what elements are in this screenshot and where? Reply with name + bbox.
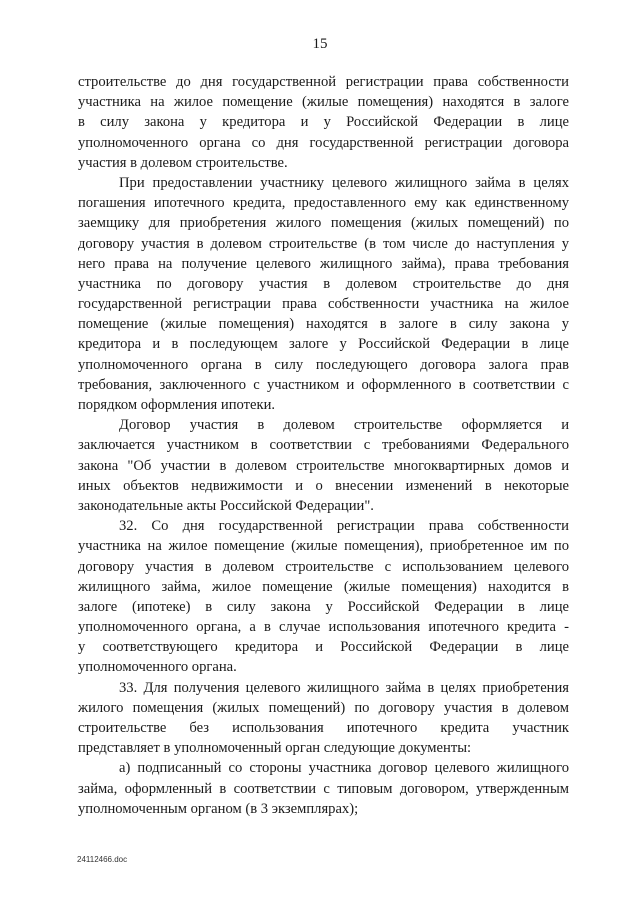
text-line: участника на жилое помещение (жилые помещения) находятся в залоге [78, 94, 569, 111]
document-body [78, 72, 569, 819]
text-line: уполномоченного органа в силу последующего договора залога прав [78, 356, 569, 373]
text-line: него права на получение целевого жилищного займа), права требования [78, 255, 569, 272]
text-line: залоге (ипотеке) в силу закона у Российской Федерации в лице [78, 598, 569, 615]
text-line: уполномоченного органа. [78, 659, 237, 676]
page-number: 15 [312, 36, 328, 52]
text-line: договору участия в долевом строительстве с использованием целевого [78, 558, 569, 575]
text-line: участника на жилое помещение (жилые помещения), приобретенное им по [78, 538, 569, 555]
text-line: жилищного займа, жилое помещение (жилые помещения) находится в [78, 578, 569, 595]
text-line: кредитора и в последующем залоге у Российской Федерации в лице [78, 336, 569, 353]
text-line: 32. Со дня государственной регистрации права собственности [119, 518, 569, 535]
text-line: иных объектов недвижимости и о внесении изменений в некоторые [78, 477, 569, 494]
text-line: участия в долевом строительстве. [78, 154, 288, 171]
text-line: При предоставлении участнику целевого жилищного займа в целях [119, 174, 569, 191]
text-line: заключается участником в соответствии с требованиями Федерального [78, 437, 569, 454]
text-line: уполномоченного органа, а в случае использования ипотечного кредита - [78, 619, 569, 636]
text-line: жилого помещения (жилых помещений) по договору участия в долевом [78, 699, 569, 716]
text-line: строительстве до дня государственной регистрации права собственности [78, 74, 569, 90]
text-line: строительстве без использования ипотечного кредита участник [78, 720, 569, 736]
text-line: порядком оформления ипотеки. [78, 397, 276, 413]
text-line: государственной регистрации права собственности участника на жилое [78, 296, 569, 313]
file-reference: 24112466.doc [77, 855, 128, 864]
text-line: требования, заключенного с участником и оформленного в соответствии с [78, 376, 569, 393]
text-line: у соответствующего кредитора и Российской Федерации в лице [78, 639, 569, 656]
text-line: уполномоченного органа со дня государственной регистрации договора [78, 134, 569, 151]
text-line: а) подписанный со стороны участника договор целевого жилищного [119, 760, 569, 777]
text-line: закона "Об участии в долевом строительстве многоквартирных домов и [78, 457, 569, 474]
text-line: уполномоченным органом (в 3 экземплярах); [78, 800, 359, 817]
text-line: заемщику для приобретения жилого помещения (жилых помещений) по [78, 215, 569, 232]
text-line: законодательные акты Российской Федерации". [78, 497, 374, 514]
text-line: договору участия в долевом строительстве (в том числе до наступления у [78, 235, 569, 252]
text-line: в силу закона у кредитора и у Российской Федерации в лице [78, 114, 569, 131]
text-line: займа, оформленный в соответствии с типовым договором, утвержденным [78, 780, 569, 797]
text-line: помещение (жилые помещения) находятся в залоге в силу закона у [78, 316, 569, 333]
text-line: Договор участия в долевом строительстве оформляется и [119, 417, 569, 434]
text-line: погашения ипотечного кредита, предоставленного ему как единственному [78, 195, 569, 212]
text-line: представляет в уполномоченный орган следующие документы: [78, 740, 472, 757]
text-line: участника по договору участия в долевом строительстве до дня [78, 275, 569, 292]
text-line: 33. Для получения целевого жилищного займа в целях приобретения [119, 679, 569, 696]
